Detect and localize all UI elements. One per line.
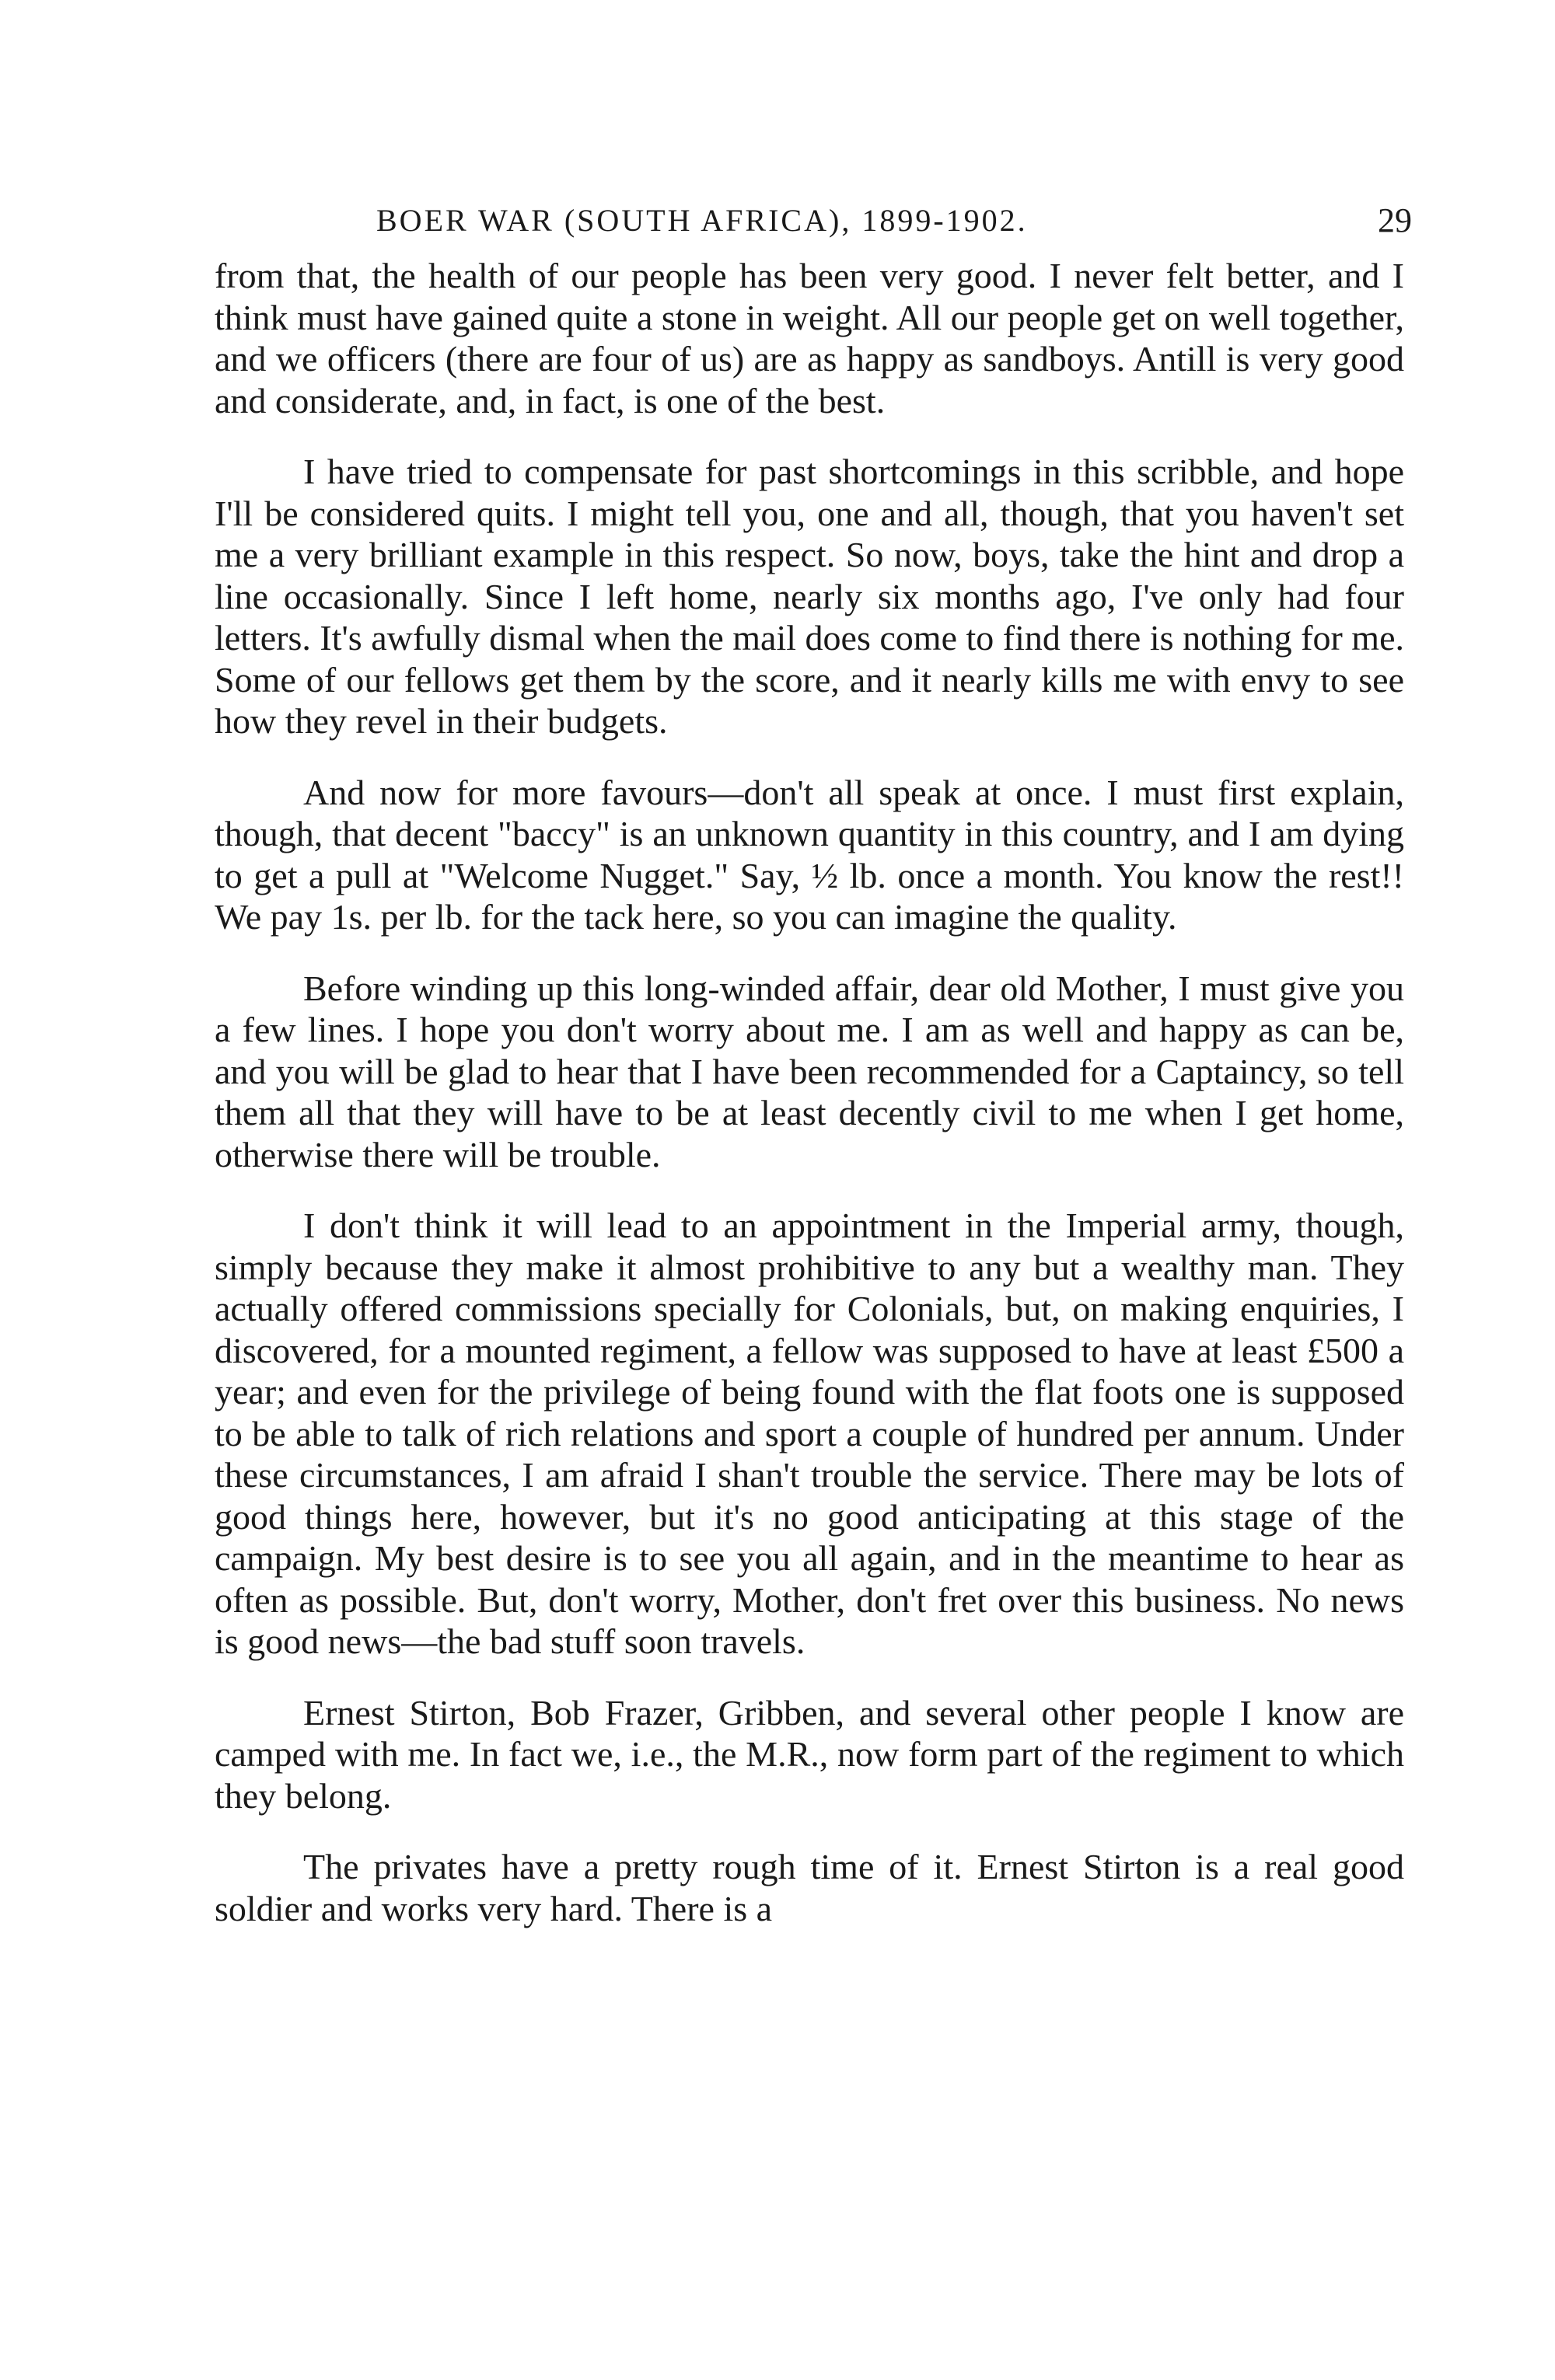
- page-number: 29: [1378, 201, 1412, 239]
- paragraph: Ernest Stirton, Bob Frazer, Gribben, and several other people I know are camped with me. In fact we, i.e., the M.R., now form part of the regiment to which they belong.: [215, 1692, 1404, 1816]
- paragraph: Before winding up this long-winded affair, dear old Mother, I must give you a few lines. I hope you don't worry about me. I am as well and happy as can be, and you will be glad to hear that I have been recommended for a Captaincy, so tell them all that they will have to be at least decently civil to me when I get home, otherwise there will be trouble.: [215, 968, 1404, 1174]
- running-title: BOER WAR (SOUTH AFRICA), 1899-1902.: [376, 203, 1028, 238]
- body-text: [215, 255, 1404, 1929]
- paragraph: I don't think it will lead to an appointment in the Imperial army, though, simply because they make it almost prohibitive to any but a wealthy man. They actually offered commissions specially for Colonials, but, on making enquiries, I discovered, for a mounted regiment, a fellow was supposed to have at least £500 a year; and even for the privilege of being found with the flat foots one is supposed to be able to talk of rich relations and sport a couple of hundred per annum. Under these circumstances, I am afraid I shan't trouble the service. There may be lots of good things here, however, but it's no good anticipating at this stage of the campaign. My best desire is to see you all again, and in the meantime to hear as often as possible. But, don't worry, Mother, don't fret over this business. No news is good news—the bad stuff soon travels.: [215, 1206, 1404, 1661]
- paragraph: And now for more favours—don't all speak at once. I must first explain, though, that decent "baccy" is an unknown quantity in this country, and I am dying to get a pull at "Welcome Nugget." Say, ½ lb. once a month. You know the rest!! We pay 1s. per lb. for the tack here, so you can imagine the quality.: [215, 772, 1404, 937]
- paragraph-continues: The privates have a pretty rough time of it. Ernest Stirton is a real good soldier and works very hard. There is a: [215, 1847, 1404, 1928]
- running-head: [215, 197, 1412, 244]
- paragraph: I have tried to compensate for past shortcomings in this scribble, and hope I'll be considered quits. I might tell you, one and all, though, that you haven't set me a very brilliant example in this respect. So now, boys, take the hint and drop a line occasionally. Since I left home, nearly six months ago, I've only had four letters. It's awfully dismal when the mail does come to find there is nothing for me. Some of our fellows get them by the score, and it nearly kills me with envy to see how they revel in their budgets.: [215, 452, 1404, 741]
- paragraph-continued: from that, the health of our people has been very good. I never felt better, and I think must have gained quite a stone in weight. All our people get on well together, and we officers (there are four of us) are as happy as sandboys. Antill is very good and considerate, and, in fact, is one of the best.: [215, 256, 1404, 421]
